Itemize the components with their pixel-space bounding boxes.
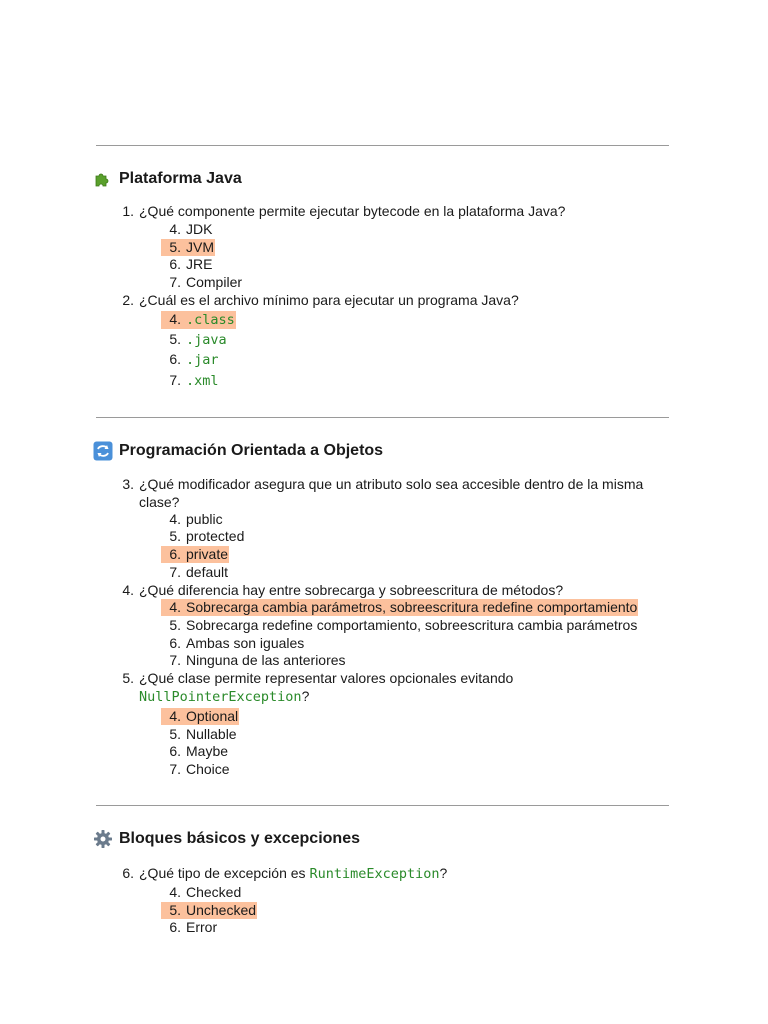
question-number: 5. [122, 670, 134, 686]
question-text: ¿Qué diferencia hay entre sobrecarga y sobreescritura de métodos? [139, 582, 564, 598]
inline-code: NullPointerException [139, 688, 302, 705]
option-text: Choice [186, 761, 230, 777]
question-number: 1. [122, 203, 134, 219]
option: 7. Choice [169, 761, 230, 777]
option: 6. Ambas son iguales [169, 635, 305, 651]
question-text: ¿Qué tipo de excepción es RuntimeException? [139, 865, 448, 882]
option: 6. Maybe [169, 743, 229, 759]
question-number: 3. [122, 476, 134, 492]
section-title: Bloques básicos y excepciones [119, 830, 360, 847]
option-text: Unchecked [186, 902, 257, 918]
option-highlighted: 5. JVM [161, 239, 215, 256]
option-text: JDK [186, 221, 213, 237]
option-text: Compiler [186, 274, 243, 290]
option-text: Error [186, 919, 218, 935]
question-text: ¿Cuál es el archivo mínimo para ejecutar un programa Java? [139, 292, 519, 308]
question-text: ¿Qué clase permite representar valores opcionales evitando NullPointerException? [139, 670, 514, 705]
option-text: private [186, 546, 229, 562]
option-text: Ninguna de las anteriores [186, 652, 346, 668]
question-text: ¿Qué modificador asegura que un atributo solo sea accesible dentro de la misma clase? [139, 476, 644, 510]
option: 5. Sobrecarga redefine comportamiento, sobreescritura cambia parámetros [169, 617, 638, 633]
option-text: JVM [186, 239, 214, 255]
option-code-text: .java [186, 332, 227, 348]
option-text: Sobrecarga cambia parámetros, sobreescritura redefine comportamiento [186, 599, 638, 615]
option-text: Sobrecarga redefine comportamiento, sobreescritura cambia parámetros [186, 617, 638, 633]
section-title: Plataforma Java [119, 170, 242, 187]
option-text: JRE [186, 256, 213, 272]
option-text: Ambas son iguales [186, 635, 305, 651]
option: 6. JRE [169, 256, 213, 272]
option-highlighted: 4. .class [161, 311, 236, 329]
option-text: Nullable [186, 726, 237, 742]
section-divider [96, 145, 669, 146]
option: 7. Compiler [169, 274, 243, 290]
section-heading [93, 441, 383, 461]
option: 7. .xml [169, 372, 219, 389]
section-heading [93, 829, 360, 849]
inline-code: RuntimeException [309, 866, 440, 882]
option: 7. Ninguna de las anteriores [169, 652, 346, 668]
question-text: ¿Qué componente permite ejecutar bytecode en la plataforma Java? [139, 203, 566, 219]
option: 5. .java [169, 331, 227, 348]
question-number: 4. [122, 582, 134, 598]
option-text: public [186, 511, 223, 527]
option-text: Checked [186, 884, 242, 900]
question-number: 6. [122, 865, 134, 881]
section-divider [96, 417, 669, 418]
option: 5. Nullable [169, 726, 237, 742]
option-code-text: .class [186, 312, 235, 328]
section-title: Programación Orientada a Objetos [119, 442, 384, 459]
option: 5. protected [169, 528, 245, 544]
option-highlighted: 6. private [161, 546, 229, 563]
option-highlighted: 4. Optional [161, 708, 239, 725]
question [114, 203, 674, 221]
option-text: Maybe [186, 743, 229, 759]
option: 7. default [169, 564, 229, 580]
puzzle-piece-icon [93, 169, 113, 189]
option-highlighted: 4. Sobrecarga cambia parámetros, sobreescritura redefine comportamiento [161, 599, 638, 616]
option-text: protected [186, 528, 245, 544]
option: 4. public [169, 511, 223, 527]
option: 6. Error [169, 919, 218, 935]
option: 4. Checked [169, 884, 242, 900]
question [114, 582, 674, 600]
refresh-arrows-icon [93, 441, 113, 461]
question [114, 476, 674, 511]
question [114, 670, 674, 706]
option: 6. .jar [169, 351, 219, 368]
option-text: Optional [186, 708, 239, 724]
option-text: default [186, 564, 229, 580]
option-highlighted: 5. Unchecked [161, 902, 257, 919]
question [114, 292, 674, 310]
question [114, 865, 674, 884]
question-number: 2. [122, 292, 134, 308]
section-heading [93, 169, 242, 189]
option: 4. JDK [169, 221, 213, 237]
gear-icon [93, 829, 113, 849]
option-code-text: .xml [186, 373, 219, 389]
option-code-text: .jar [186, 352, 219, 368]
section-divider [96, 805, 669, 806]
